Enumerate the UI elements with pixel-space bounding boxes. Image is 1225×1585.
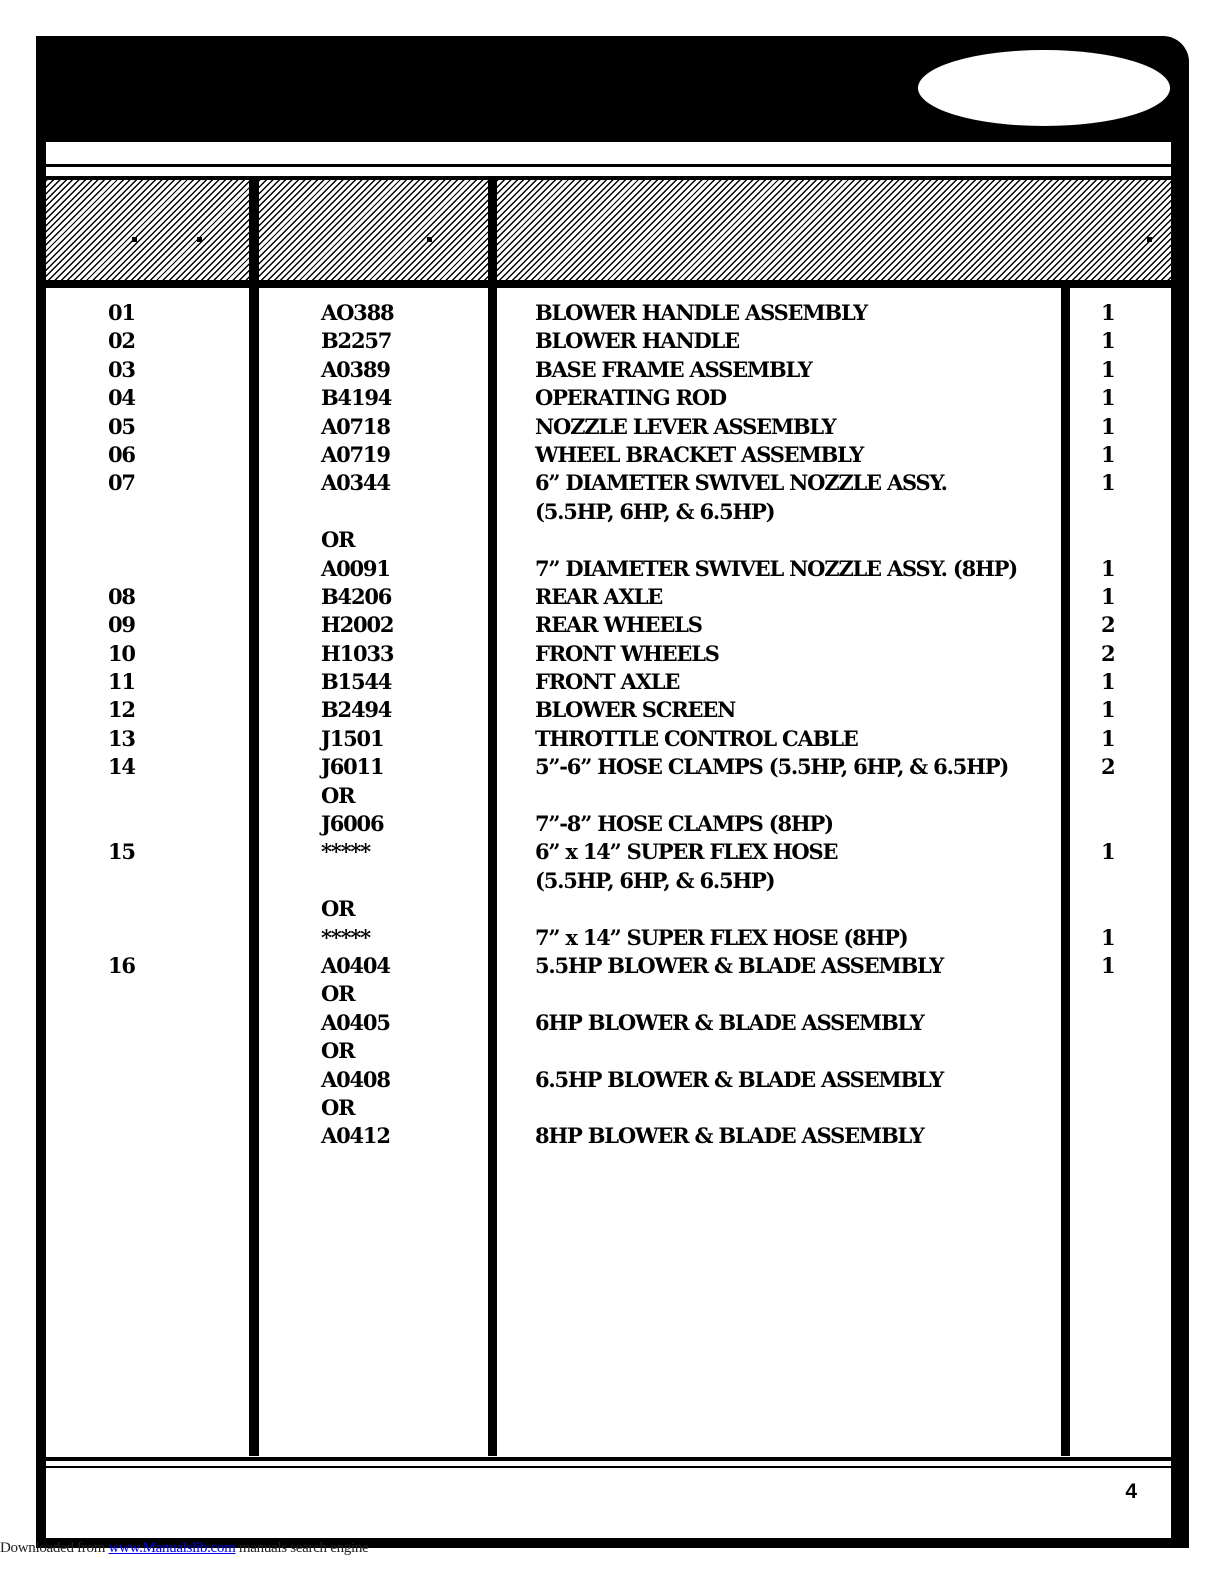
header-dot (132, 237, 137, 242)
part-number: A0718 (321, 413, 390, 439)
row-key: 04 (108, 385, 135, 411)
quantity: 1 (1101, 669, 1115, 695)
header-oval (918, 50, 1170, 126)
table-row (46, 782, 1171, 810)
row-key: 03 (108, 356, 135, 382)
quantity: 1 (1101, 583, 1115, 609)
table-row (46, 1066, 1171, 1094)
quantity: 2 (1101, 612, 1115, 638)
footer-prefix: Downloaded from (0, 1540, 109, 1556)
row-key: 09 (108, 612, 135, 638)
table-row (46, 696, 1171, 724)
quantity: 1 (1101, 470, 1115, 496)
part-number: OR (321, 981, 355, 1007)
part-description: WHEEL BRACKET ASSEMBLY (535, 441, 864, 467)
table-row (46, 810, 1171, 838)
quantity: 1 (1101, 839, 1115, 865)
table-row (46, 980, 1171, 1008)
quantity: 1 (1101, 924, 1115, 950)
manualslib-link[interactable]: www.Manualslib.com (108, 1540, 236, 1556)
row-key: 08 (108, 583, 135, 609)
part-number: J6011 (321, 754, 384, 780)
quantity: 1 (1101, 555, 1115, 581)
row-key: 07 (108, 470, 135, 496)
row-key: 05 (108, 413, 135, 439)
part-number: OR (321, 1038, 355, 1064)
part-number: H1033 (321, 640, 394, 666)
row-key: 11 (108, 669, 135, 695)
part-description: 6” DIAMETER SWIVEL NOZZLE ASSY. (535, 470, 947, 496)
part-description: OPERATING ROD (535, 385, 726, 411)
quantity: 1 (1101, 413, 1115, 439)
part-number: OR (321, 782, 355, 808)
table-row (46, 555, 1171, 583)
part-number: A0389 (321, 356, 390, 382)
part-description: BLOWER SCREEN (535, 697, 736, 723)
part-number: OR (321, 527, 355, 553)
part-description: FRONT WHEELS (535, 640, 719, 666)
table-row (46, 1122, 1171, 1150)
table-row (46, 725, 1171, 753)
part-description: BLOWER HANDLE ASSEMBLY (535, 300, 867, 325)
part-number: J6006 (321, 811, 384, 837)
table-row (46, 1037, 1171, 1065)
quantity: 1 (1101, 952, 1115, 978)
bottom-rule (46, 1457, 1171, 1461)
part-description: THROTTLE CONTROL CABLE (535, 725, 858, 751)
quantity: 1 (1101, 385, 1115, 411)
row-key: 15 (108, 839, 135, 865)
content-area (46, 142, 1171, 1538)
row-key: 10 (108, 640, 135, 666)
table-row (46, 526, 1171, 554)
quantity: 2 (1101, 754, 1115, 780)
table-row (46, 1094, 1171, 1122)
header-dot (197, 237, 202, 242)
quantity: 1 (1101, 725, 1115, 751)
bottom-rule-thin (46, 1466, 1171, 1468)
part-description: 5”-6” HOSE CLAMPS (5.5HP, 6HP, & 6.5HP) (535, 754, 1009, 780)
part-description: BASE FRAME ASSEMBLY (535, 356, 812, 382)
quantity: 2 (1101, 640, 1115, 666)
part-number: ***** (321, 924, 370, 950)
part-number: ***** (321, 839, 370, 865)
part-number: B2257 (321, 328, 392, 354)
row-key: 16 (108, 952, 135, 978)
table-row (46, 469, 1171, 497)
part-description: 7” x 14” SUPER FLEX HOSE (8HP) (535, 924, 908, 950)
part-description: (5.5HP, 6HP, & 6.5HP) (535, 498, 775, 524)
quantity: 1 (1101, 697, 1115, 723)
part-description: 7”-8” HOSE CLAMPS (8HP) (535, 811, 833, 837)
table-row (46, 867, 1171, 895)
part-description: 6.5HP BLOWER & BLADE ASSEMBLY (535, 1066, 944, 1092)
part-description: REAR WHEELS (535, 612, 702, 638)
row-key: 06 (108, 441, 135, 467)
row-key: 01 (108, 300, 135, 325)
row-key: 14 (108, 754, 135, 780)
part-description: REAR AXLE (535, 583, 663, 609)
table-row (46, 1009, 1171, 1037)
table-row (46, 611, 1171, 639)
page-frame (36, 36, 1189, 1548)
part-number: A0408 (321, 1066, 390, 1092)
part-number: A0404 (321, 952, 390, 978)
row-key: 12 (108, 697, 135, 723)
part-number: A0091 (321, 555, 390, 581)
table-row (46, 924, 1171, 952)
table-row (46, 583, 1171, 611)
part-number: B4194 (321, 385, 392, 411)
table-row (46, 384, 1171, 412)
part-description: (5.5HP, 6HP, & 6.5HP) (535, 867, 775, 893)
parts-table-body (46, 299, 1171, 1151)
part-description: NOZZLE LEVER ASSEMBLY (535, 413, 836, 439)
part-number: A0412 (321, 1123, 390, 1149)
part-number: H2002 (321, 612, 394, 638)
table-row (46, 753, 1171, 781)
part-number: A0405 (321, 1009, 390, 1035)
header-cell-description (497, 180, 1171, 280)
quantity: 1 (1101, 356, 1115, 382)
download-footer (0, 1540, 368, 1557)
quantity: 1 (1101, 441, 1115, 467)
part-number: B2494 (321, 697, 392, 723)
header-cell-part (259, 180, 488, 280)
table-row (46, 413, 1171, 441)
quantity: 1 (1101, 328, 1115, 354)
table-row (46, 838, 1171, 866)
table-row (46, 668, 1171, 696)
part-number: AO388 (321, 300, 394, 325)
part-description: 6HP BLOWER & BLADE ASSEMBLY (535, 1009, 924, 1035)
part-description: 8HP BLOWER & BLADE ASSEMBLY (535, 1123, 924, 1149)
table-row (46, 640, 1171, 668)
part-number: A0719 (321, 441, 390, 467)
table-row (46, 498, 1171, 526)
part-description: 7” DIAMETER SWIVEL NOZZLE ASSY. (8HP) (535, 555, 1017, 581)
row-key: 02 (108, 328, 135, 354)
part-number: OR (321, 896, 355, 922)
table-header (46, 176, 1171, 288)
table-row (46, 441, 1171, 469)
table-row (46, 895, 1171, 923)
table-row (46, 356, 1171, 384)
top-rule (46, 164, 1171, 167)
header-dot (427, 237, 432, 242)
part-description: BLOWER HANDLE (535, 328, 739, 354)
footer-suffix: manuals search engine (235, 1540, 369, 1556)
part-description: FRONT AXLE (535, 669, 680, 695)
part-number: B1544 (321, 669, 392, 695)
page-number: 4 (1125, 1480, 1137, 1503)
header-dot (1147, 237, 1152, 242)
part-description: 5.5HP BLOWER & BLADE ASSEMBLY (535, 952, 944, 978)
table-row (46, 327, 1171, 355)
part-number: J1501 (321, 725, 384, 751)
table-row (46, 952, 1171, 980)
part-description: 6” x 14” SUPER FLEX HOSE (535, 839, 838, 865)
part-number: B4206 (321, 583, 392, 609)
part-number: OR (321, 1094, 355, 1120)
row-key: 13 (108, 725, 135, 751)
part-number: A0344 (321, 470, 390, 496)
quantity: 1 (1101, 300, 1115, 325)
header-cell-key (46, 180, 249, 280)
table-row (46, 299, 1171, 327)
